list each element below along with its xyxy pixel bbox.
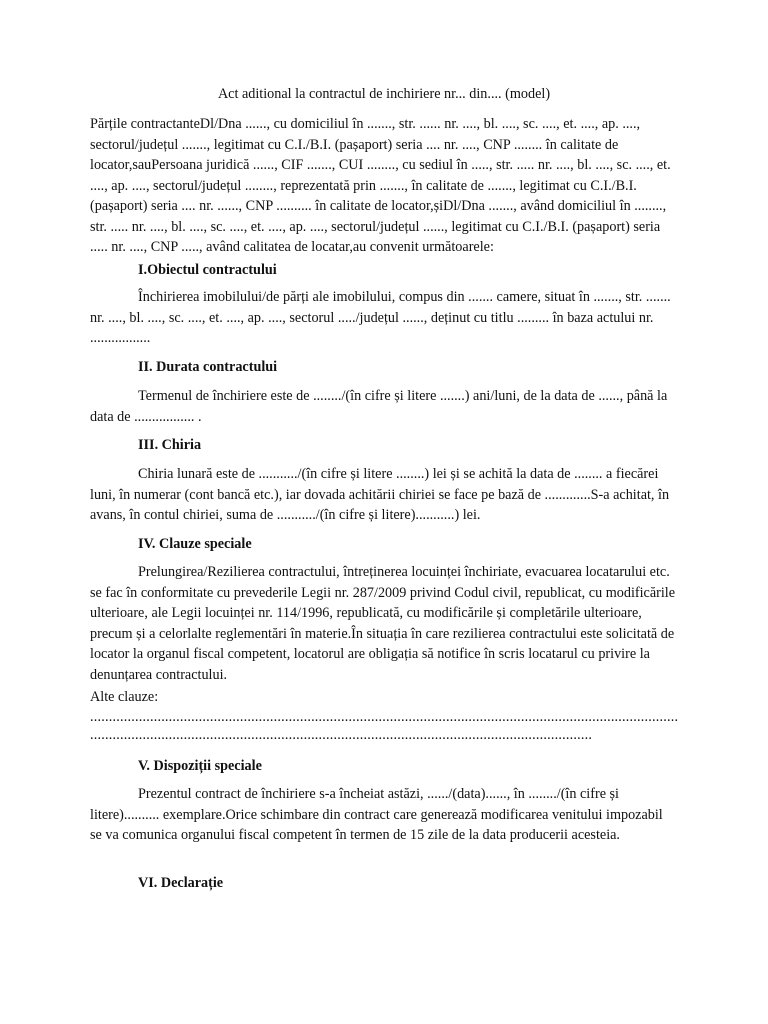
section-body-duration: Termenul de închiriere este de ......../(în cifre și litere .......) ani/luni, de la data de ......, până la data de ................. . [90, 388, 668, 425]
section-heading-special-provisions: V. Dispoziții speciale [138, 758, 262, 774]
other-clauses-line-2: ...................................................................................................................................... [90, 727, 593, 743]
document-title: Act aditional la contractul de inchiriere nr... din.... (model) [217, 86, 551, 102]
section-heading-object: I.Obiectul contractului [138, 262, 277, 278]
section-heading-rent: III. Chiria [138, 437, 202, 453]
section-body-rent: Chiria lunară este de .........../(în cifre și litere ........) lei și se achită la data de ........ a fiecărei luni, în numerar (cont bancă etc.), iar dovada achitării chiriei se face pe bază de .............S-a achitat, în avans, în contul chiriei, suma de .........../(în cifre și litere)...........) lei. [90, 466, 670, 523]
section-heading-special-clauses: IV. Clauze speciale [138, 536, 252, 552]
section-body-special-clauses: Prelungirea/Rezilierea contractului, întreținerea locuinței închiriate, evacuarea locatarului etc. se fac în conformitate cu prevederile Legii nr. 287/2009 privind Codul civil, republicat, cu modificările ulterioare, ale Legii locuinței nr. 114/1996, republicată, cu modificările și completările ulterioare, precum și a celorlalte reglementări în materie.În situația în care rezilierea contractului este solicitată de locator la organul fiscal competent, locatorul are obligația să notifice în scris locatarul cu privire la denunțarea contractului. [90, 564, 676, 683]
parties-paragraph: Părțile contractanteDl/Dna ......, cu domiciliul în ......., str. ...... nr. ...., bl. ...., sc. ...., et. ...., ap. ...., sectorul/județul ......., legitimat cu C.I./B.I. (pașaport) seria .... nr. ...., CNP ........ în calitate de locator,sauPersoana juridică ......, CIF ......., CUI ........, cu sediul în ....., str. ..... nr. ...., bl. ...., sc. ...., et. ...., ap. ...., sectorul/județul ........, reprezentată prin ......., în calitate de ......., legitimat cu C.I./B.I. (pașaport) seria .... nr. ......, CNP .......... în calitate de locator,șiDl/Dna ......., având domiciliul în ........, str. ..... nr. ...., bl. ...., sc. ...., et. ...., ap. ...., sectorul/județul ......, legitimat cu C.I./B.I. (pașaport) seria ..... nr. ...., CNP ....., având calitatea de locatar,au convenit următoarele: [90, 116, 671, 255]
section-heading-declaration: VI. Declarație [138, 875, 224, 891]
section-body-special-provisions: Prezentul contract de închiriere s-a încheiat astăzi, ....../(data)......, în ......../(în cifre și litere).......... exemplare.Orice schimbare din contract care generează modificarea venitului impozabil se va comunica organului fiscal competent în termen de 15 zile de la data producerii acesteia. [90, 786, 663, 843]
section-heading-duration: II. Durata contractului [138, 359, 278, 375]
other-clauses-line-1: ............................................................................................................................................................. [90, 709, 678, 725]
section-body-object: Închirierea imobilului/de părți ale imobilului, compus din ....... camere, situat în ......., str. ....... nr. ...., bl. ...., sc. ...., et. ...., ap. ...., sectorul ...../județul ......, deținut cu titlu ......... în baza actului nr. ................. [90, 289, 671, 346]
other-clauses-label: Alte clauze: [90, 689, 159, 705]
